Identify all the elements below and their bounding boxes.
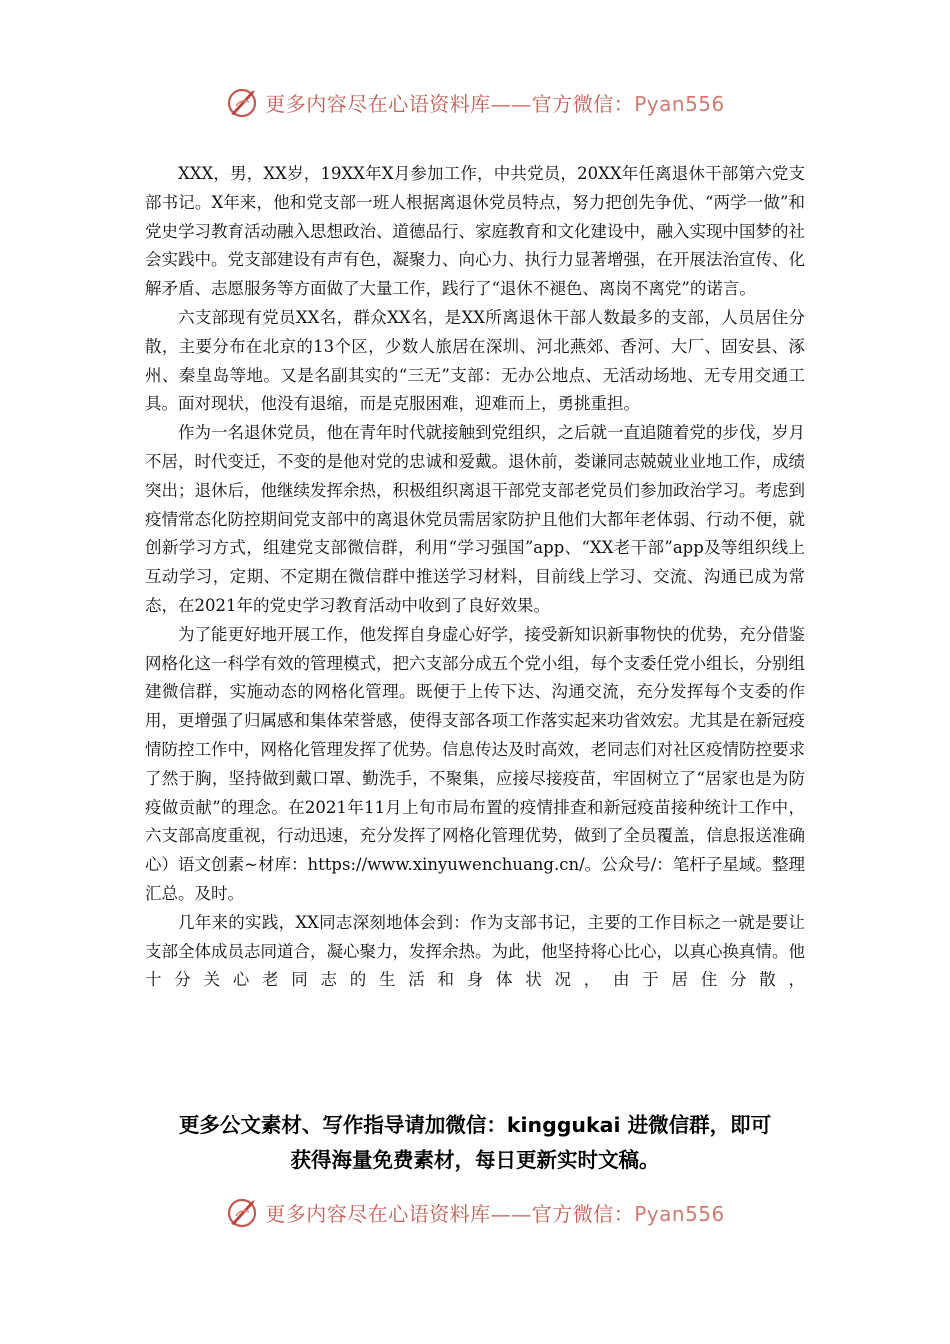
banner-text: 更多内容尽在心语资料库——官方微信：Pyan556 bbox=[265, 91, 725, 116]
paragraph: 六支部现有党员XX名，群众XX名，是XX所离退休干部人数最多的支部，人员居住分散，主要分布在北京的13个区，少数人旅居在深圳、河北燕郊、香河、大厂、固安县、涿州、秦皇岛等地。又是名副其实的“三无”支部：无办公地点、无活动场地、无专用交通工具。面对现状，他没有退缩，而是克服困难，迎难而上，勇挑重担。 bbox=[145, 307, 805, 414]
paragraph: XXX，男，XX岁，19XX年X月参加工作，中共党员，20XX年任离退休干部第六党支部书记。X年来，他和党支部一班人根据离退休党员特点，努力把创先争优、“两学一做”和党史学习教育活动融入思想政治、道德品行、家庭教育和文化建设中，融入实现中国梦的社会实践中。党支部建设有声有色，凝聚力、向心力、执行力显著增强，在开展法治宣传、化解矛盾、志愿服务等方面做了大量工作，践行了“退休不褪色、离岗不离党”的诺言。 bbox=[145, 164, 805, 299]
footer-banner bbox=[0, 1192, 950, 1232]
article-body bbox=[145, 160, 805, 995]
promo-notice bbox=[120, 1108, 830, 1178]
paragraph: 几年来的实践，XX同志深刻地体会到：作为支部书记，主要的工作目标之一就是要让支部全体成员志同道合，凝心聚力，发挥余热。为此，他坚持将心比心，以真心换真情。他十分关心老同志的生活和身体状况，由于居住分散， bbox=[145, 912, 805, 990]
paragraph: 作为一名退休党员，他在青年时代就接触到党组织，之后就一直追随着党的步伐，岁月不居，时代变迁，不变的是他对党的忠诚和爱戴。退休前，娄谦同志兢兢业业地工作，成绩突出；退休后，他继续发挥余热，积极组织离退干部党支部老党员们参加政治学习。考虑到疫情常态化防控期间党支部中的离退休党员需居家防护且他们大都年老体弱、行动不便，就创新学习方式，组建党支部微信群，利用“学习强国”app、“XX老干部”app及等组织线上互动学习，定期、不定期在微信群中推送学习材料，目前线上学习、交流、沟通已成为常态，在2021年的党史学习教育活动中收到了良好效果。 bbox=[145, 423, 805, 615]
paragraph: 为了能更好地开展工作，他发挥自身虚心好学，接受新知识新事物快的优势，充分借鉴网格化这一科学有效的管理模式，把六支部分成五个党小组，每个支委任党小组长，分别组建微信群，实施动态的网格化管理。既便于上传下达、沟通交流，充分发挥每个支委的作用，更增强了归属感和集体荣誉感，使得支部各项工作落实起来功省效宏。尤其是在新冠疫情防控工作中，网格化管理发挥了优势。信息传达及时高效，老同志们对社区疫情防控要求了然于胸，坚持做到戴口罩、勤洗手，不聚集，应接尽接疫苗，牢固树立了“居家也是为防疫做贡献”的理念。在2021年11月上旬市局布置的疫情排查和新冠疫苗接种统计工作中，六支部高度重视，行动迅速，充分发挥了网格化管理优势，做到了全员覆盖，信息报送准确心）语文创素~材库：https://www.xinyuwenchuang.cn/。公众号/：笔杆子星域。整理汇总。及时。 bbox=[145, 624, 805, 903]
pen-logo-icon bbox=[225, 84, 261, 120]
pen-logo-icon bbox=[225, 1194, 261, 1230]
promo-line-1: 更多公文素材、写作指导请加微信：kinggukai 进微信群，即可 bbox=[178, 1113, 772, 1137]
promo-line-2: 获得海量免费素材，每日更新实时文稿。 bbox=[290, 1148, 660, 1172]
header-banner bbox=[0, 82, 950, 122]
banner-text: 更多内容尽在心语资料库——官方微信：Pyan556 bbox=[265, 1201, 725, 1226]
